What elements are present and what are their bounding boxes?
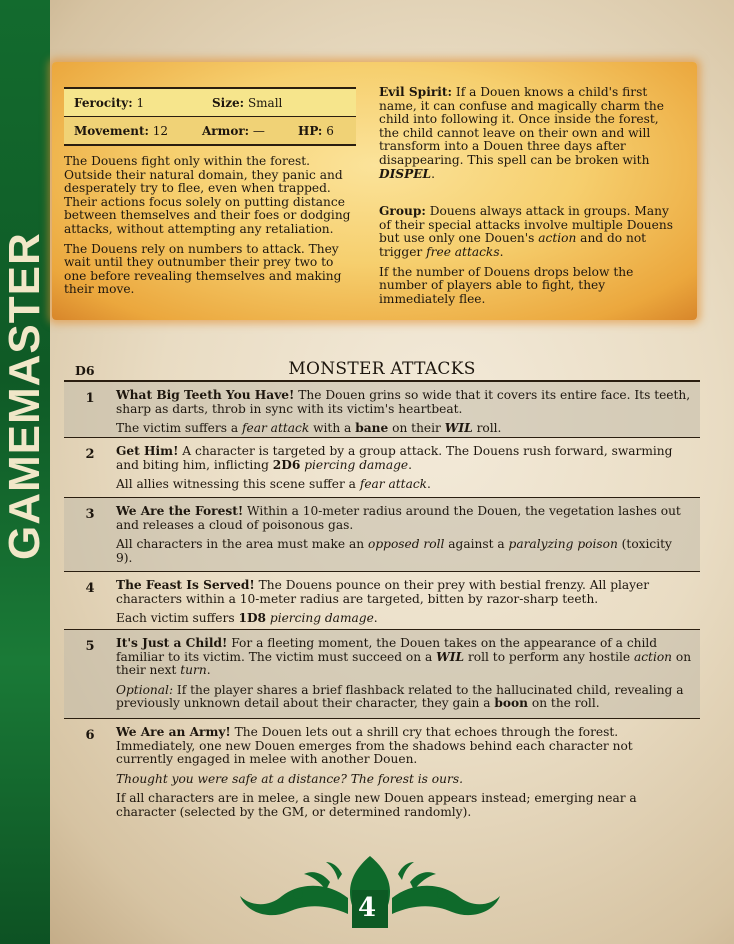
size-stat: Size: Small: [212, 95, 283, 110]
attack-row-6: 6 We Are an Army! The Douen lets out a shrill cry that echoes through the forest. Immediately, one new Douen emerges from the shadows behind each character not currently engaged in melee with another Douen. Thought you were safe at a distance? The forest is ours. If all characters are in melee, a single new Douen appears instead; emerging near a character (selected by the GM, or determined randomly).: [85, 725, 637, 819]
attack-row-2: 2 Get Him! A character is targeted by a group attack. The Douens rush forward, swarming and biting him, inflicting 2D6 piercing damage. All allies witnessing this scene suffer a fear attack.: [64, 438, 700, 498]
die-column-label: D6: [75, 363, 95, 378]
attack-row-1: 1 What Big Teeth You Have! The Douen grins so wide that it covers its entire face. Its teeth, sharp as darts, throb in sync with its victim's heartbeat. The victim suffers a fear attack with a bane on their WIL roll.: [64, 382, 700, 438]
abilities-text: [379, 86, 679, 312]
sidebar-band: [0, 0, 50, 944]
attacks-table: [64, 382, 700, 824]
behavior-text: [64, 155, 354, 303]
stat-row-1: [64, 89, 356, 116]
behavior-paragraph-2: The Douens rely on numbers to attack. They wait until they outnumber their prey two to one before revealing themselves and making their move.: [64, 241, 342, 297]
attack-row-3: 3 We Are the Forest! Within a 10-meter radius around the Douen, the vegetation lashes out and releases a cloud of poisonous gas. All characters in the area must make an opposed roll against a paralyzing poison (toxicity 9).: [64, 498, 700, 572]
attacks-table-header: [64, 356, 700, 382]
group-paragraph: Group: Douens always attack in groups. Many of their special attacks involve multiple Douens but use only one Douen's action and do not trigger free attacks.: [379, 204, 673, 259]
attacks-title: MONSTER ATTACKS: [288, 359, 476, 379]
armor-stat: Armor: —: [202, 123, 265, 138]
page-number: 4: [357, 893, 377, 923]
behavior-paragraph-1: The Douens fight only within the forest. Outside their natural domain, they panic and desperately try to flee, even when trapped. Their actions focus solely on putting distance between themselves and their foes or dodging attacks, without attempting any retaliation.: [64, 154, 351, 236]
flee-paragraph: If the number of Douens drops below the number of players able to fight, they immediately flee.: [379, 264, 634, 306]
attack-row-4: 4 The Feast Is Served! The Douens pounce on their prey with bestial frenzy. All player characters within a 10-meter radius are targeted, bitten by razor-sharp teeth. Each victim suffers 1D8 piercing damage.: [64, 572, 700, 630]
movement-stat: Movement: 12: [74, 123, 169, 138]
attack-row-5: 5 It's Just a Child! For a fleeting moment, the Douen takes on the appearance of a child familiar to its victim. The victim must succeed on a WIL roll to perform any hostile action on their next turn. Optional: If the player shares a brief flashback related to the hallucinated child, revealing a previously unknown detail about their character, they gain a boon on the roll.: [64, 630, 700, 719]
stat-row-2: [64, 116, 356, 144]
hp-stat: HP: 6: [298, 123, 334, 138]
sidebar-title: GAMEMASTER: [0, 232, 49, 560]
evil-spirit-paragraph: Evil Spirit: If a Douen knows a child's first name, it can confuse and magically charm the child into following it. Once inside the forest, the child cannot leave on their own and will transform into a Douen three days after disappearing. This spell can be broken with DISPEL.: [379, 85, 664, 181]
stat-table: [64, 87, 356, 146]
ferocity-stat: Ferocity: 1: [74, 95, 145, 110]
